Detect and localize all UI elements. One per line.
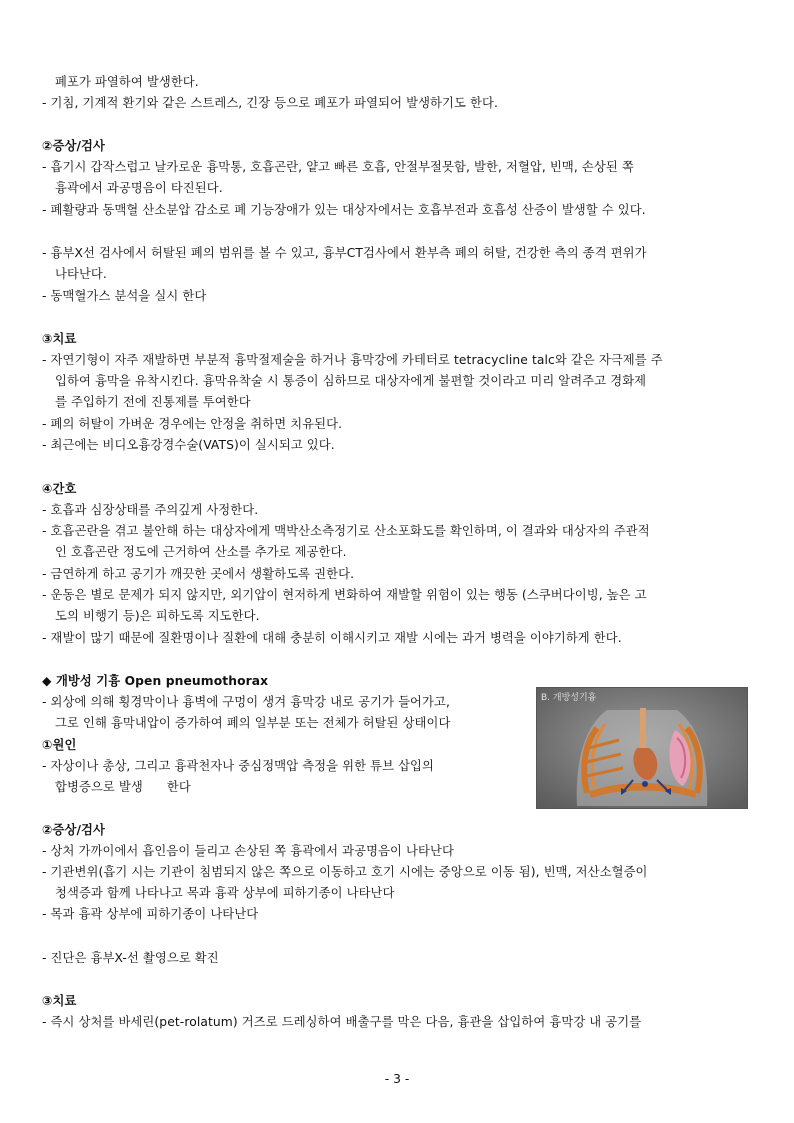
text-line: 폐포가 파열하여 발생한다. <box>55 75 199 89</box>
text-line: - 운동은 별로 문제가 되지 않지만, 외기압이 현저하게 변화하여 재발할 위험이 있는 행동 (스쿠버다이빙, 높은 고 <box>42 588 647 602</box>
text-line: 흉곽에서 과공명음이 타진된다. <box>55 181 223 195</box>
text-line: - 흉부X선 검사에서 허탈된 폐의 범위를 볼 수 있고, 흉부CT검사에서 환부측 폐의 허탈, 건강한 측의 종격 편위가 <box>42 246 647 260</box>
text-line: - 기관변위(흡기 시는 기관이 침범되지 않은 쪽으로 이동하고 호기 시에는 중앙으로 이동 됨), 빈맥, 저산소혈증이 <box>42 865 648 879</box>
text-line: - 진단은 흉부X-선 촬영으로 확진 <box>42 951 219 965</box>
text-line: - 호흡과 심장상태를 주의깊게 사정한다. <box>42 503 259 517</box>
text-line: - 금연하게 하고 공기가 깨끗한 곳에서 생활하도록 권한다. <box>42 567 355 581</box>
text-line: 합병증으로 발생 한다 <box>55 780 191 794</box>
section-heading: ②증상/검사 <box>42 139 106 153</box>
section-heading: ①원인 <box>42 738 77 752</box>
text-line: 청색증과 함께 나타나고 목과 흉곽 상부에 피하기종이 나타난다 <box>55 886 395 900</box>
section-heading: ②증상/검사 <box>42 823 106 837</box>
text-line: - 상처 가까이에서 흡인음이 들리고 손상된 쪽 흉곽에서 과공명음이 나타난다 <box>42 844 454 858</box>
text-line: - 목과 흉곽 상부에 피하기종이 나타난다 <box>42 907 259 921</box>
text-line: 를 주입하기 전에 진통제를 투여한다 <box>55 395 251 409</box>
text-line: 인 호흡곤란 정도에 근거하여 산소를 추가로 제공한다. <box>55 545 347 559</box>
text-line: - 기침, 기계적 환기와 같은 스트레스, 긴장 등으로 폐포가 파열되어 발생하기도 한다. <box>42 96 498 110</box>
text-line: - 재발이 많기 때문에 질환명이나 질환에 대해 충분히 이해시키고 재발 시에는 과거 병력을 이야기하게 한다. <box>42 631 622 645</box>
text-line: - 최근에는 비디오흉강경수술(VATS)이 실시되고 있다. <box>42 438 335 452</box>
page-number: - 3 - <box>384 1072 410 1086</box>
text-line: 그로 인해 흉막내압이 증가하여 폐의 일부분 또는 전체가 허탈된 상태이다 <box>55 716 451 730</box>
text-line: 나타난다. <box>55 267 107 281</box>
text-line: - 자연기형이 자주 재발하면 부분적 흉막절제술을 하거나 흉막강에 카테터로 tetracycline talc와 같은 자극제를 주 <box>42 353 663 367</box>
open-pneumothorax-figure <box>536 687 748 809</box>
text-line: 도의 비행기 등)은 피하도록 지도한다. <box>55 609 260 623</box>
section-heading: ③치료 <box>42 332 77 346</box>
text-line: - 자상이나 총상, 그리고 흉곽천자나 중심정맥압 측정을 위한 튜브 삽입의 <box>42 759 435 773</box>
text-line: 입하여 흉막을 유착시킨다. 흉막유착술 시 통증이 심하므로 대상자에게 불편할 것이라고 미리 알려주고 경화제 <box>55 374 647 388</box>
text-line: - 폐의 허탈이 가벼운 경우에는 안정을 취하면 치유된다. <box>42 417 343 431</box>
figure-caption: B. 개방성기흉 <box>541 693 597 703</box>
text-line: - 흡기시 갑작스럽고 날카로운 흉막통, 호흡곤란, 얕고 빠른 호흡, 안절부절못함, 발한, 저혈압, 빈맥, 손상된 쪽 <box>42 160 634 174</box>
text-line: - 외상에 의해 횡경막이나 흉벽에 구멍이 생겨 흉막강 내로 공기가 들어가고, <box>42 695 450 709</box>
text-line: - 즉시 상처를 바세린(pet-rolatum) 거즈로 드레싱하여 배출구를 막은 다음, 흉관을 삽입하여 흉막강 내 공기를 <box>42 1015 642 1029</box>
section-heading: ◆ 개방성 기흉 Open pneumothorax <box>42 674 269 688</box>
text-line: - 호흡곤란을 겪고 불안해 하는 대상자에게 맥박산소측정기로 산소포화도를 확인하며, 이 결과와 대상자의 주관적 <box>42 524 650 538</box>
open-pneumothorax-illustration-icon <box>537 688 747 808</box>
text-line: - 폐활량과 동맥혈 산소분압 감소로 폐 기능장애가 있는 대상자에서는 호흡부전과 호흡성 산증이 발생할 수 있다. <box>42 203 646 217</box>
text-line: - 동맥혈가스 분석을 실시 한다 <box>42 289 207 303</box>
section-heading: ④간호 <box>42 482 77 496</box>
section-heading: ③치료 <box>42 994 77 1008</box>
